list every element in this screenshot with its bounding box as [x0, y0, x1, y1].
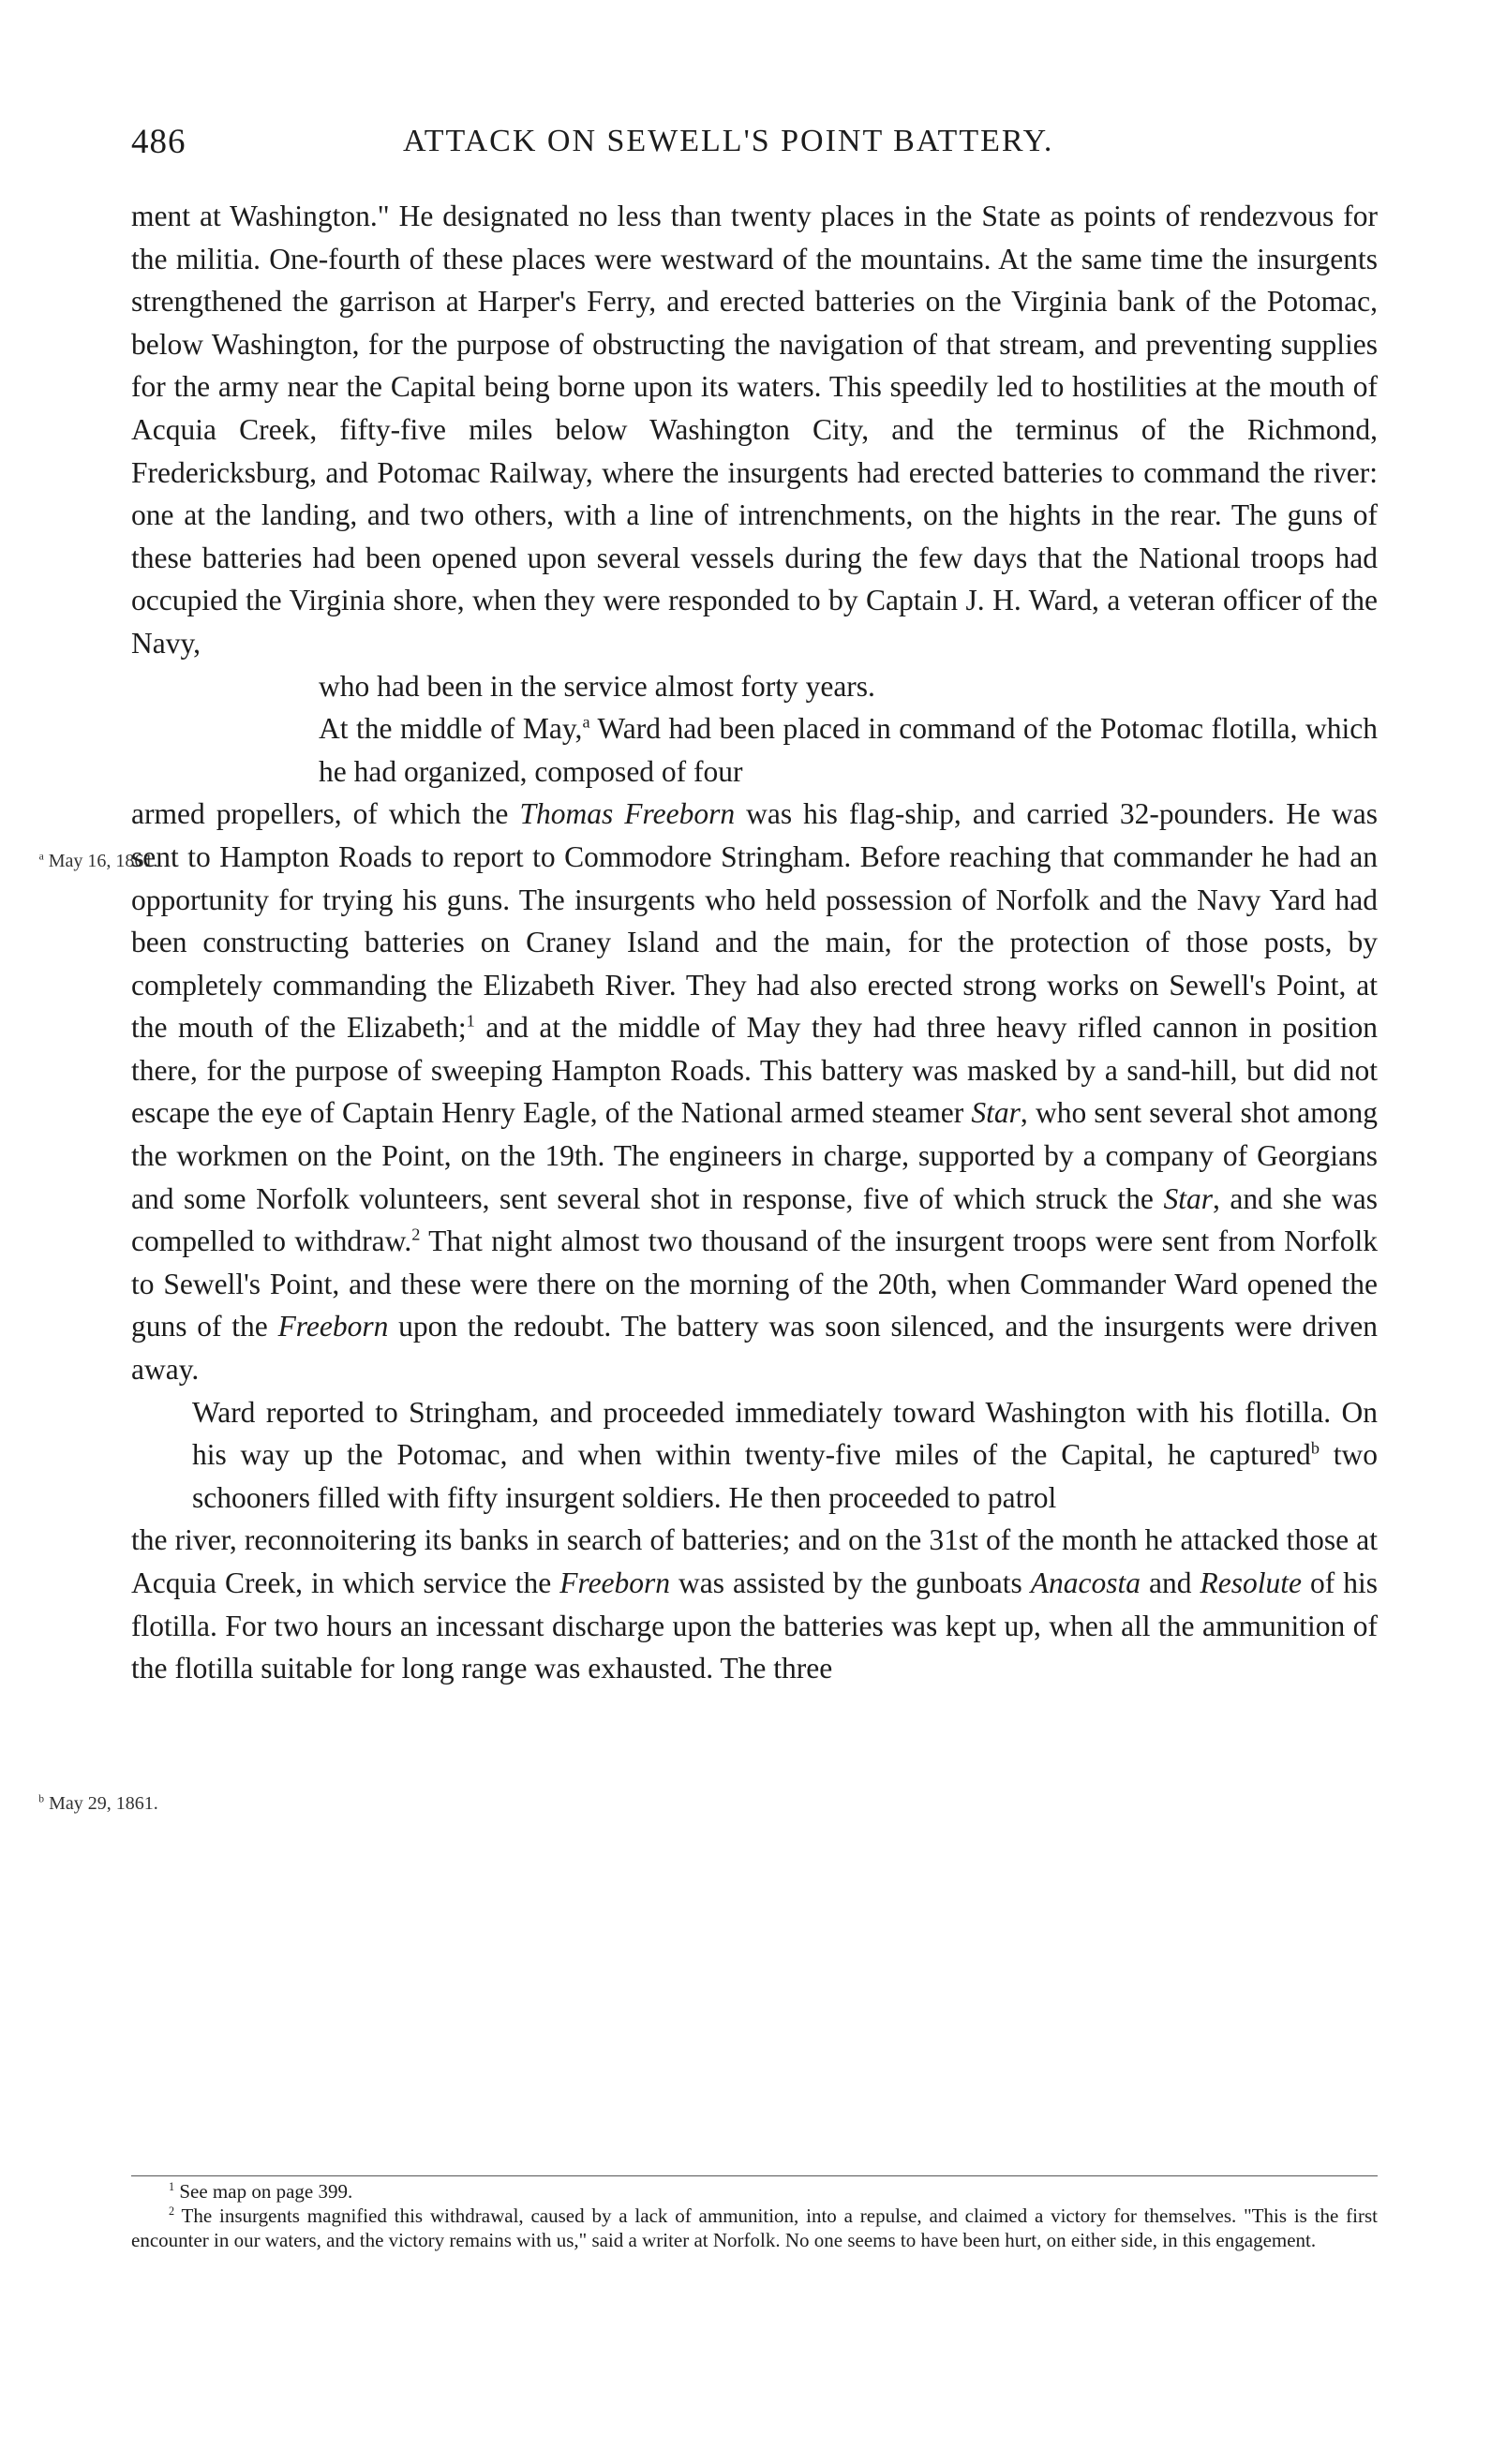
footnote-divider — [131, 2175, 1378, 2176]
margin-note-a-marker: a — [38, 850, 44, 863]
paragraph-2-text-i: upon the redoubt. The battery was soon silenced, and the insurgents were driven away. — [131, 1310, 1379, 1387]
paragraph-1-text: ment at Washington." He designated no less than twenty places in the State as points of rendezvous for the militia. One-fourth of these places were westward of the mountains. At the same time the insurgents strengthened the garrison at Harper's Ferry, and erected batteries on the Virginia bank of the Potomac, below Washington, for the purpose of obstructing the navigation of that stream, and preventing supplies for the army near the Capital being borne upon its waters. This speedily led to hostilities at the mouth of Acquia Creek, fifty-five miles below Washington City, and the terminus of the Richmond, Fredericksburg, and Potomac Railway, where the insurgents had erected batteries to command the river: one at the landing, and two others, with a line of intrenchments, on the hights in the rear. The guns of these batteries had been opened upon several vessels during the few days that the National troops had occupied the Virginia shore, when they were responded to by Captain J. H. Ward, a veteran officer of the Navy, — [131, 200, 1378, 660]
running-title: ATTACK ON SEWELL'S POINT BATTERY. — [403, 124, 1054, 158]
paragraph-1-tail-text: who had been in the service almost forty years. — [319, 669, 875, 703]
paragraph-2-text-c: armed propellers, of which the — [131, 797, 520, 831]
paragraph-2-text-f: , who sent several shot among the workmen on the Point, on the 19th. The engineers in charge, supported by a company of Georgians and some Norfolk volunteers, sent several shot in response, five of which struck the — [131, 1096, 1378, 1215]
paragraph-3-text-c: the river, reconnoitering its banks in search of batteries; and on the 31st of the month he attacked those at Acquia Creek, in which service the — [131, 1523, 1378, 1599]
paragraph-3-text-b: two schooners filled with fifty insurgent soldiers. He then proceeded to patrol — [192, 1438, 1378, 1514]
paragraph-2-body — [131, 793, 1378, 1390]
margin-note-b-text: May 29, 1861. — [49, 1793, 158, 1814]
footnote-2-marker: 2 — [169, 2204, 175, 2218]
ship-name-star-2: Star — [1163, 1181, 1213, 1215]
margin-note-a-text: May 16, 1861. — [48, 851, 158, 871]
footnotes — [131, 2179, 1378, 2252]
paragraph-2-text-e: and at the middle of May they had three heavy rifled cannon in position there, for the purpose of sweeping Hampton Roads. This battery was masked by a sand-hill, but did not escape the eye of Captain Henry Eagle, of the National armed steamer — [131, 1011, 1378, 1130]
paragraph-3-text-d: was assisted by the gunboats — [670, 1566, 1031, 1599]
paragraph-3-body — [131, 1519, 1378, 1689]
ship-name-anacosta: Anacosta — [1030, 1566, 1141, 1599]
paragraph-2-text-g: , and she was compelled to withdraw. — [131, 1181, 1378, 1258]
footnote-2 — [131, 2204, 1378, 2252]
footnote-1 — [131, 2179, 1378, 2204]
footnote-2-text: The insurgents magnified this withdrawal, caused by a lack of ammunition, into a repulse, and claimed a victory for themselves. "This is the first encounter in our waters, and the victory remains with us," said a writer at Norfolk. No one seems to have been hurt, on either side, in this engagement. — [131, 2204, 1378, 2251]
paragraph-3-text-f: of his flotilla. For two hours an incessant discharge upon the batteries was kept up, when all the ammunition of the flotilla suitable for long range was exhausted. The three — [131, 1566, 1378, 1685]
paragraph-2-text-b: Ward had been placed in command of the Potomac flotilla, which he had organized, composed of four — [319, 712, 1378, 788]
ship-name-freeborn-3: Freeborn — [559, 1566, 671, 1599]
body-text — [131, 195, 1378, 1690]
paragraph-2-text-d: was his flag-ship, and carried 32-pounders. He was sent to Hampton Roads to report to Commodore Stringham. Before reaching that commander he had an opportunity for trying his guns. The insurgents who held possession of Norfolk and the Navy Yard had been constructing batteries on Craney Island and the main, for the protection of those posts, by completely commanding the Elizabeth River. They had also erected strong works on Sewell's Point, at the mouth of the Elizabeth; — [131, 797, 1378, 1045]
margin-note-b — [37, 1793, 159, 1814]
paragraph-3-head — [131, 1391, 1378, 1520]
paragraph-2-text-a: At the middle of May, — [319, 712, 583, 746]
ship-name-star: Star — [971, 1096, 1021, 1130]
page-number: 486 — [131, 123, 186, 161]
footnote-1-text: See map on page 399. — [174, 2180, 353, 2203]
margin-ref-a: a — [582, 712, 590, 732]
paragraph-3-text-a: Ward reported to Stringham, and proceeded immediately toward Washington with his flotilla. On his way up the Potomac, and when within twenty-five miles of the Capital, he captured — [192, 1395, 1378, 1472]
paragraph-2-head — [131, 707, 1378, 793]
paragraph-1 — [131, 195, 1378, 665]
footnote-ref-2: 2 — [411, 1225, 421, 1244]
paragraph-2-text-h: That night almost two thousand of the insurgent troops were sent from Norfolk to Sewell's Point, and these were there on the morning of the 20th, when Commander Ward opened the guns of the — [131, 1225, 1378, 1343]
paragraph-3-text-e: and — [1141, 1566, 1200, 1599]
footnote-1-marker: 1 — [169, 2180, 175, 2193]
paragraph-1-tail — [131, 665, 1378, 708]
ship-name-resolute: Resolute — [1200, 1566, 1302, 1599]
paragraph-3-text-a-wrap — [192, 1391, 1378, 1520]
margin-ref-b: b — [1310, 1438, 1320, 1458]
page-header — [131, 122, 1378, 169]
ship-name-thomas-freeborn: Thomas Freeborn — [519, 797, 736, 831]
footnote-ref-1: 1 — [466, 1011, 475, 1031]
margin-note-b-marker: b — [38, 1792, 45, 1805]
ship-name-freeborn: Freeborn — [277, 1310, 389, 1343]
